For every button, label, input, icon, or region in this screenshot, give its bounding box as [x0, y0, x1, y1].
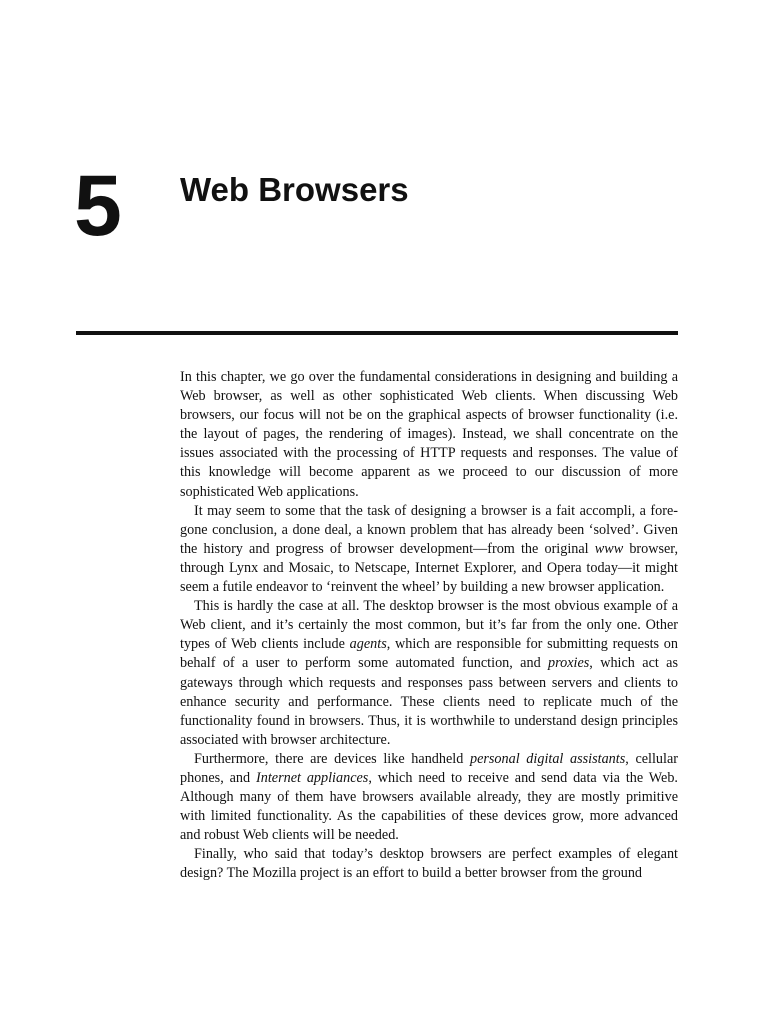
text-run: , which need to receive and send data via the Web. Although many of them have browsers available already, they are mostly primitive with limited functionality. As the capabilities of these devices grow, more advanced and robust Web clients will be needed. [180, 769, 678, 844]
chapter-title: Web Browsers [180, 171, 409, 208]
text-run: In this chapter, we go over the fundamental considerations in designing and building a Web browser, as well as other sophisticated Web clients. When discussing Web browsers, our focus will not be on the graphical aspects of browser functionality (i.e. the layout of pages, the rendering of images). Instead, we shall concentrate on the issues associated with the processing of HTTP requests and responses. The value of this knowledge will become apparent as we proceed to our discussion of more sophisticated Web applications. [180, 369, 678, 500]
text-run: It may seem to some that the task of designing a browser is a fait accompli, a foregone conclusion, a done deal, a known problem that has already been ‘solved’. Given the history and progress of browser development—from the original [180, 502, 678, 557]
italic-run: www [594, 540, 624, 557]
text-run: , which are responsible for submitting requests on behalf of a user to perform some automated function, and [180, 636, 678, 672]
chapter-divider [76, 331, 678, 335]
paragraph-devices [180, 750, 678, 845]
chapter-number: 5 [74, 158, 122, 254]
paragraph-mozilla [180, 845, 678, 883]
paragraph-clients [180, 597, 678, 750]
paragraph-intro [180, 368, 678, 502]
chapter-body [180, 368, 678, 884]
italic-run: proxies [548, 655, 590, 672]
text-run: , which act as gateways through which requests and responses pass between servers and clients to enhance security and performance. These clients need to replicate much of the functionality found in browsers. Thus, it is worthwhile to understand design principles associated with browser architecture. [180, 655, 678, 748]
text-run: This is hardly the case at all. The desktop browser is the most obvious example of a Web client, and it’s certainly the most common, but it’s far from the only one. Other types of Web clients include [180, 598, 678, 653]
italic-run: agents [349, 636, 387, 653]
paragraph-reinvent [180, 502, 678, 597]
italic-run: personal digital assistants [469, 750, 626, 767]
text-run: Finally, who said that today’s desktop browsers are perfect examples of elegant design? The Mozilla project is an effort to build a better browser from the ground [180, 846, 678, 882]
text-run: , cellular phones, and [180, 750, 678, 786]
italic-run: Internet appliances [256, 769, 369, 786]
text-run: browser, through Lynx and Mosaic, to Netscape, Internet Explorer, and Opera today—it might seem a futile endeavor to ‘reinvent the wheel’ by building a new browser application. [180, 540, 678, 596]
text-run: Furthermore, there are devices like handheld [194, 750, 470, 767]
